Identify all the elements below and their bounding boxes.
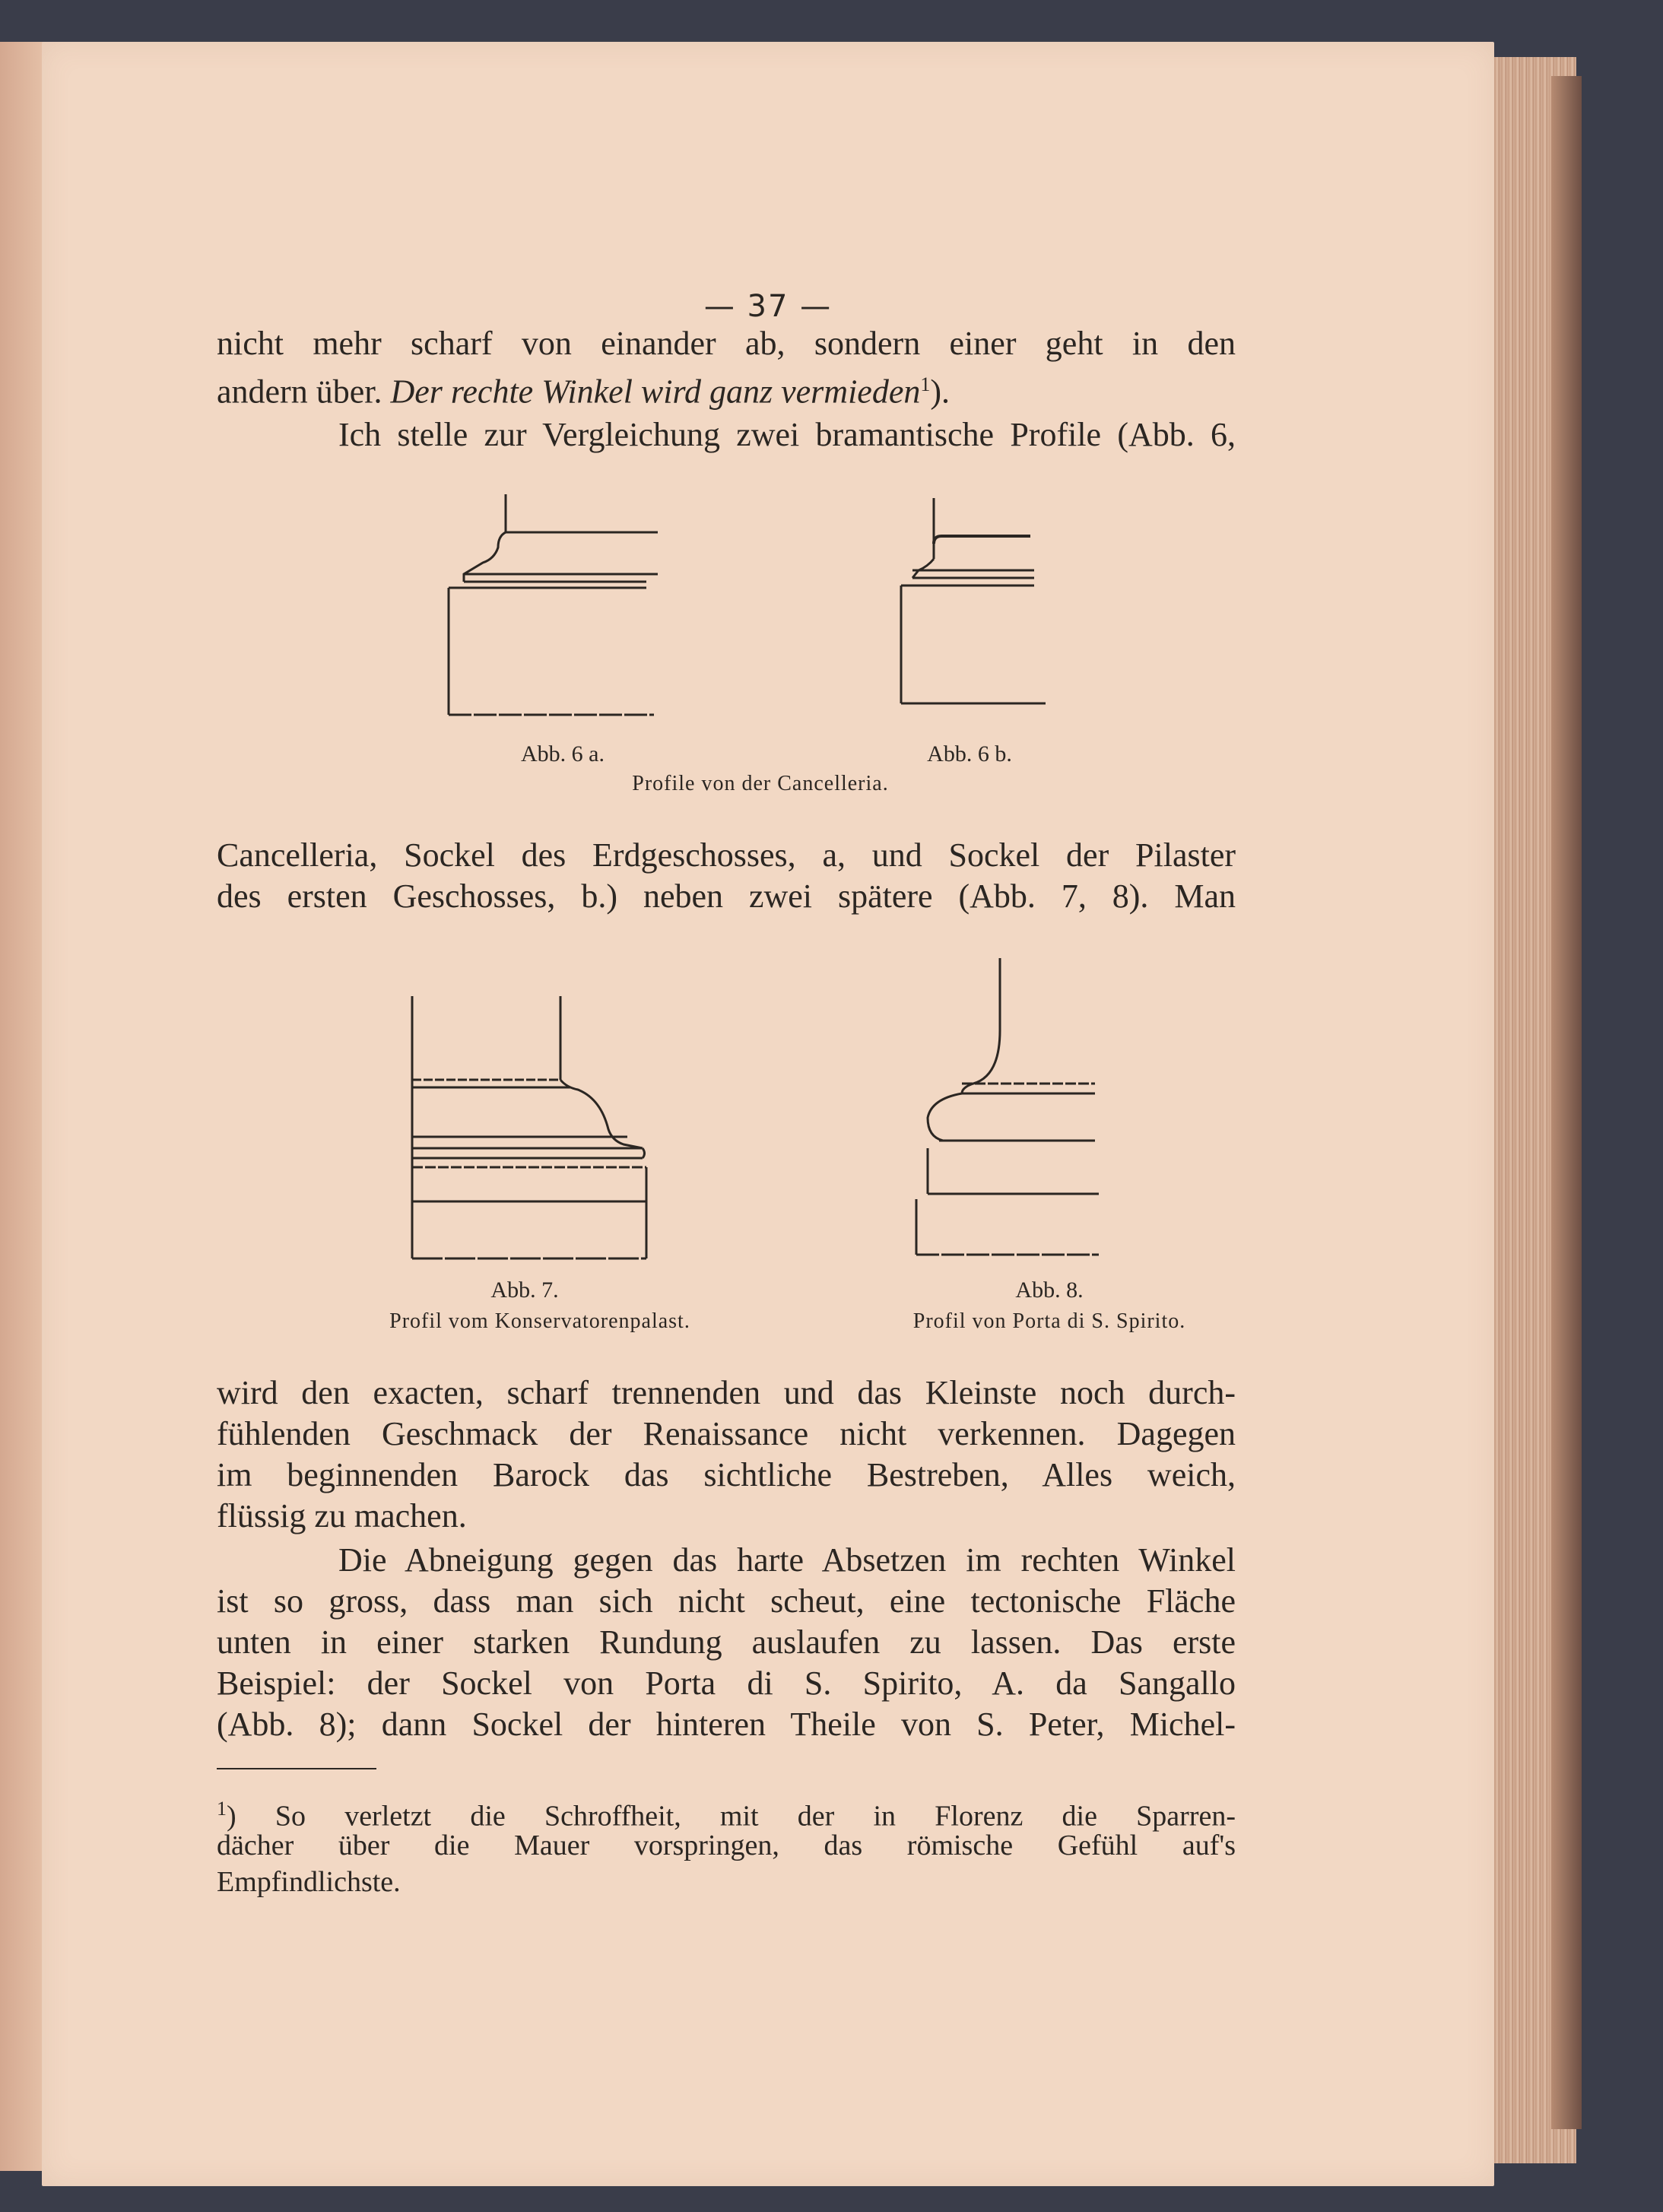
para3-line3: im beginnenden Barock das sichtliche Bestreben, Alles weich, [217, 1456, 1236, 1493]
para1-line1: nicht mehr scharf von einander ab, sondern einer geht in den [217, 325, 1236, 362]
para2-line1: Ich stelle zur Vergleichung zwei bramantische Profile (Abb. 6, [338, 416, 1236, 453]
profile-8-drawing [916, 958, 1099, 1255]
fig6a-label: Abb. 6 a. [521, 741, 605, 766]
profile-6b-drawing [901, 498, 1046, 703]
para4-line1: Die Abneigung gegen das harte Absetzen im rechten Winkel [338, 1541, 1236, 1579]
fig6b-label: Abb. 6 b. [927, 741, 1012, 766]
page-number: — 37 — [703, 289, 833, 324]
profile-7-drawing [412, 996, 646, 1258]
footnote-ref: 1 [920, 373, 931, 395]
book-spine-shadow [1551, 76, 1582, 2129]
para1-line2-end: ). [930, 373, 951, 411]
para3-line4: flüssig zu machen. [217, 1497, 467, 1534]
fig7-label: Abb. 7. [490, 1277, 559, 1303]
para4-line4: Beispiel: der Sockel von Porta di S. Spirito, A. da Sangallo [217, 1665, 1236, 1702]
profile-6a-drawing [449, 494, 658, 715]
para1-italic-phrase: Der rechte Winkel wird ganz vermieden [390, 373, 921, 411]
footnote-marker: 1 [217, 1798, 227, 1820]
para4-line2: ist so gross, dass man sich nicht scheut, eine tectonische Fläche [217, 1582, 1236, 1620]
footnote-line3: Empfindlichste. [217, 1866, 401, 1898]
figure-6-profiles [426, 494, 1110, 722]
para2-cont-line2: des ersten Geschosses, b.) neben zwei spätere (Abb. 7, 8). Man [217, 878, 1236, 915]
footnote-line2: dächer über die Mauer vorspringen, das römische Gefühl auf's [217, 1830, 1236, 1861]
para1-line2 [217, 364, 1236, 413]
fig7-caption: Profil vom Konservatorenpalast. [389, 1309, 690, 1333]
fig8-caption: Profil von Porta di S. Spirito. [912, 1309, 1186, 1333]
para3-line1: wird den exacten, scharf trennenden und das Kleinste noch durch- [217, 1374, 1236, 1411]
para2-cont-line1: Cancelleria, Sockel des Erdgeschosses, a, und Sockel der Pilaster [217, 836, 1236, 874]
para4-line3: unten in einer starken Rundung auslaufen zu lassen. Das erste [217, 1623, 1236, 1661]
figure-7-8-profiles [395, 954, 1118, 1274]
para4-line5: (Abb. 8); dann Sockel der hinteren Theile von S. Peter, Michel- [217, 1706, 1236, 1743]
para1-line2-start: andern über. [217, 373, 382, 411]
fig6-caption: Profile von der Cancelleria. [632, 772, 889, 795]
fig8-label: Abb. 8. [1015, 1277, 1084, 1303]
footnote-rule [217, 1768, 376, 1769]
para3-line2: fühlenden Geschmack der Renaissance nicht verkennen. Dagegen [217, 1415, 1236, 1452]
footnote-line1-text: ) So verletzt die Schroffheit, mit der in Florenz die Sparren- [227, 1800, 1236, 1833]
